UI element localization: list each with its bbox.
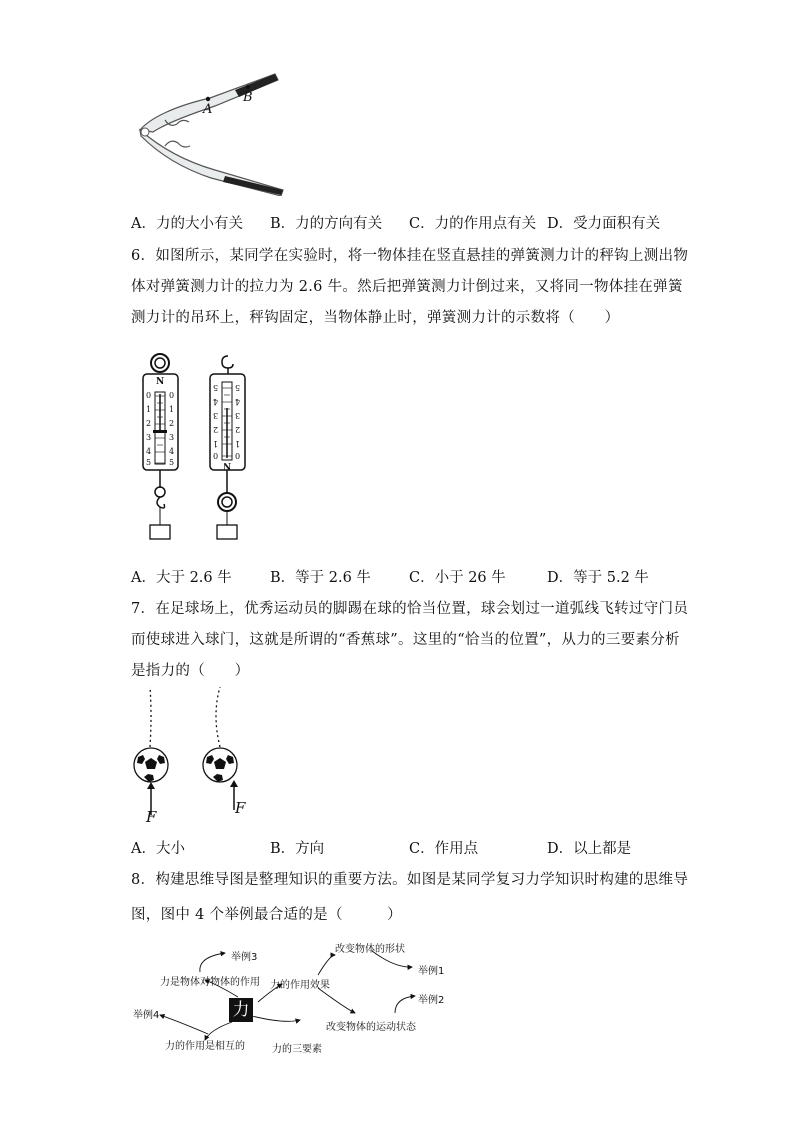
- q6-option-c: C．小于 26 牛: [409, 570, 506, 586]
- q7-line-3: 是指力的（ ）: [131, 663, 250, 679]
- left-scale-unit: N: [156, 377, 165, 387]
- q5-option-a: A．力的大小有关: [131, 216, 243, 232]
- q6-option-b: B．等于 2.6 牛: [270, 570, 371, 586]
- force-label-1: F: [146, 808, 157, 826]
- q8-line-2: 图，图中 4 个举例最合适的是（ ）: [131, 907, 402, 923]
- mindmap-node-motion: 改变物体的运动状态: [326, 1022, 416, 1033]
- left-tick-4-r: 4: [169, 447, 175, 456]
- mindmap-node-shape: 改变物体的形状: [335, 944, 405, 955]
- left-tick-2: 2: [146, 419, 152, 428]
- point-b-label: B: [243, 90, 253, 105]
- right-tick-4-r: 4: [235, 397, 241, 406]
- mindmap-example-4: 举例4: [133, 1010, 160, 1021]
- left-tick-0: 0: [146, 391, 152, 400]
- nutcracker-figure: [135, 68, 290, 196]
- q7-line-1: 7．在足球场上，优秀运动员的脚踢在球的恰当位置，球会划过一道弧线飞转过守门员: [131, 601, 689, 617]
- left-tick-4: 4: [146, 447, 152, 456]
- right-tick-1: 1: [213, 439, 219, 448]
- right-tick-3: 3: [213, 411, 219, 420]
- right-tick-4: 4: [213, 397, 219, 406]
- left-tick-1-r: 1: [169, 405, 175, 414]
- right-tick-0: 0: [213, 451, 219, 460]
- force-label-2: F: [235, 799, 246, 817]
- q7-option-b: B．方向: [270, 841, 325, 857]
- mindmap-node-effect: 力的作用效果: [270, 980, 330, 991]
- right-tick-1-r: 1: [235, 439, 241, 448]
- q7-option-c: C．作用点: [409, 841, 479, 857]
- mindmap-example-3: 举例3: [231, 952, 258, 963]
- point-a-label: A: [203, 102, 213, 117]
- mindmap-example-1: 举例1: [418, 966, 445, 977]
- left-tick-5: 5: [146, 458, 152, 467]
- q8-line-1: 8．构建思维导图是整理知识的重要方法。如图是某同学复习力学知识时构建的思维导: [131, 872, 689, 888]
- left-tick-2-r: 2: [169, 419, 175, 428]
- mindmap-node-elements: 力的三要素: [272, 1044, 322, 1055]
- spring-scale-figure: [140, 350, 260, 545]
- left-tick-5-r: 5: [169, 458, 175, 467]
- q6-line-2: 体对弹簧测力计的拉力为 2.6 牛。然后把弹簧测力计倒过来，又将同一物体挂在弹簧: [131, 279, 683, 295]
- q6-line-3: 测力计的吊环上，秤钩固定，当物体静止时，弹簧测力计的示数将（ ）: [131, 310, 620, 326]
- q6-line-1: 6．如图所示，某同学在实验时，将一物体挂在竖直悬挂的弹簧测力计的秤钩上测出物: [131, 248, 689, 264]
- left-tick-1: 1: [146, 405, 152, 414]
- right-tick-2-r: 2: [235, 425, 241, 434]
- right-tick-0-r: 0: [235, 451, 241, 460]
- right-scale-unit: N: [223, 460, 232, 470]
- right-tick-5-r: 5: [235, 383, 241, 392]
- right-tick-3-r: 3: [235, 411, 241, 420]
- mindmap-node-mutual: 力的作用是相互的: [165, 1041, 245, 1052]
- q7-option-d: D．以上都是: [547, 841, 632, 857]
- q6-option-a: A．大于 2.6 牛: [131, 570, 232, 586]
- mindmap-example-2: 举例2: [418, 995, 445, 1006]
- left-tick-3: 3: [146, 433, 152, 442]
- q7-option-a: A．大小: [131, 841, 185, 857]
- q5-option-b: B．力的方向有关: [270, 216, 383, 232]
- right-tick-5: 5: [213, 383, 219, 392]
- left-tick-0-r: 0: [169, 391, 175, 400]
- football-figure: [130, 685, 250, 825]
- mindmap-center-force: 力: [229, 998, 253, 1022]
- q5-option-c: C．力的作用点有关: [409, 216, 537, 232]
- q7-line-2: 而使球进入球门，这就是所谓的“香蕉球”。这里的“恰当的位置”，从力的三要素分析: [131, 632, 680, 648]
- mindmap-node-interaction: 力是物体对物体的作用: [160, 977, 260, 988]
- left-tick-3-r: 3: [169, 433, 175, 442]
- q6-option-d: D．等于 5.2 牛: [547, 570, 649, 586]
- q5-option-d: D．受力面积有关: [547, 216, 661, 232]
- right-tick-2: 2: [213, 425, 219, 434]
